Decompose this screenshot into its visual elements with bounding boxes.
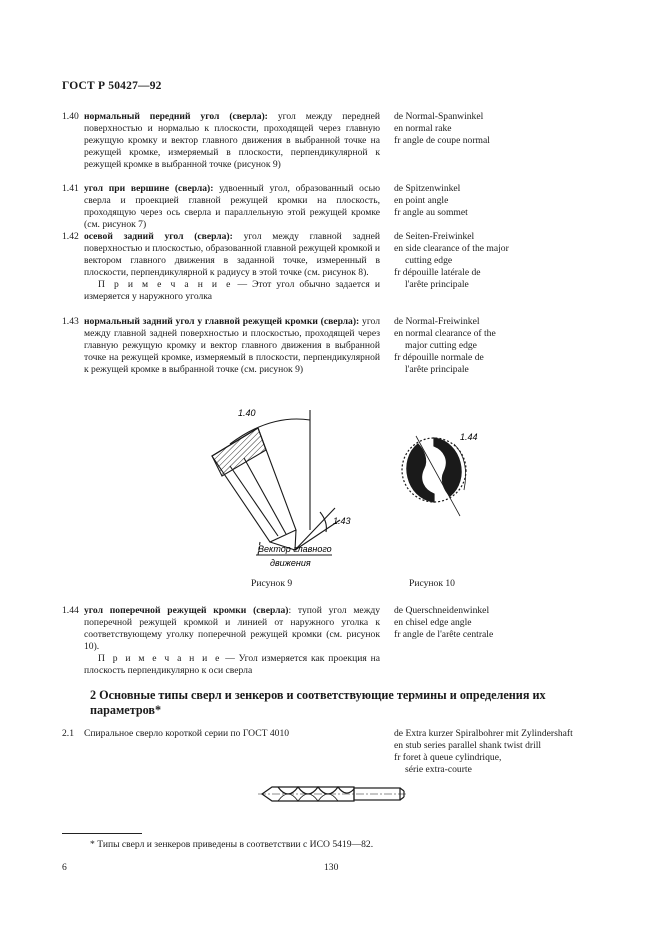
foreign-equivalents	[394, 728, 604, 776]
label-1-43: 1.43	[333, 516, 351, 526]
term-name: нормальный передний угол (сверла):	[84, 111, 268, 122]
term-definition: : тупой угол между поперечной режущей кромкой и линией от наружного уголка к соответствующему уголку поперечной режущей кромки (см. рисунок 10).	[84, 605, 380, 653]
equivalent-de: de Seiten-Freiwinkel	[394, 231, 475, 242]
cutting-lip-left	[407, 444, 434, 502]
entry-note	[84, 653, 380, 677]
equivalent-de: de Querschneidenwinkel	[394, 605, 490, 616]
document-header: ГОСТ Р 50427—92	[62, 80, 162, 92]
equivalent-en: en side clearance of the major	[394, 243, 509, 255]
cutting-lip-right	[434, 438, 461, 496]
label-1-44: 1.44	[460, 432, 478, 442]
equivalent-en: en point angle	[394, 195, 449, 207]
entry-definition	[84, 111, 380, 171]
entry-number: 2.1	[62, 728, 74, 739]
figure-9-drill-angles	[200, 400, 360, 578]
term-name: осевой задний угол (сверла):	[84, 231, 233, 242]
equivalent-en: en normal clearance of the	[394, 328, 496, 340]
page-number-center: 130	[324, 862, 339, 873]
equivalent-fr: fr foret à queue cylindrique,	[394, 752, 502, 764]
figure-10-caption: Рисунок 10	[409, 578, 455, 589]
entry-number: 1.41	[62, 183, 79, 194]
foreign-equivalents	[394, 111, 604, 147]
page-number-left: 6	[62, 862, 67, 873]
shank-chamfer	[400, 797, 404, 800]
term-name: нормальный задний угол у главной режущей кромки (сверла):	[84, 316, 360, 327]
equivalent-fr: fr angle au sommet	[394, 207, 468, 219]
figure-10-chisel-edge	[390, 420, 490, 520]
drill-flutes-back	[278, 794, 338, 801]
equivalent-fr: fr dépouille normale de	[394, 352, 484, 364]
note-text: — Этот угол обычно задается и измеряется у наружного уголка	[84, 279, 380, 303]
equivalent-de: de Spitzenwinkel	[394, 183, 461, 194]
label-1-40: 1.40	[238, 408, 256, 418]
equivalent-fr-cont: l'arête principale	[405, 364, 469, 376]
note-text: — Угол измеряется как проекция на плоскость перпендикулярно к оси сверла	[84, 653, 380, 677]
equivalent-de: de Normal-Spanwinkel	[394, 111, 484, 122]
foreign-equivalents	[394, 316, 604, 376]
entry-number: 1.42	[62, 231, 79, 242]
footnote-separator	[62, 833, 142, 834]
shank-chamfer	[400, 788, 404, 791]
term-name: угол при вершине (сверла):	[84, 183, 214, 194]
note-label: П р и м е ч а н и е	[98, 653, 222, 665]
term-definition: угол между главной задней поверхностью и плоскостью, образованной главной режущей кромкой и вектором главного движения в заданной точке, измеренный в плоскости, перпендикулярной к радиусу в этой точке (см. рисунок 8).	[84, 231, 381, 279]
equivalent-fr-cont: l'arête principale	[405, 279, 469, 291]
entry-number: 1.40	[62, 111, 79, 122]
drill-flutes	[278, 787, 354, 794]
entry-definition: Спиральное сверло короткой серии по ГОСТ 4010	[84, 728, 290, 739]
entry-number: 1.44	[62, 605, 79, 616]
entry-definition	[84, 231, 380, 304]
term-name: угол поперечной режущей кромки (сверла)	[84, 605, 289, 616]
label-vector-line-1: Вектор главного	[258, 544, 332, 554]
section-heading: 2 Основные типы сверл и зенкеров и соответствующие термины и определения их параметров*	[90, 688, 546, 717]
equivalent-fr: fr dépouille latérale de	[394, 267, 481, 279]
foreign-equivalents	[394, 231, 604, 291]
entry-note	[84, 279, 380, 303]
entry-definition	[84, 316, 380, 376]
term-definition: угол между главной задней поверхностью и плоскостью, проходящей через главную режущую кромку и вектор главного движения в выбранной точке на режущей кромке, измеряемый в плоскости, перпендикулярной к режущей кромке в выбранной точке (см. рисунок 9)	[84, 316, 380, 376]
equivalent-en: en chisel edge angle	[394, 617, 472, 629]
twist-drill-drawing	[258, 778, 410, 808]
note-label: П р и м е ч а н и е	[98, 279, 233, 291]
equivalent-de: de Extra kurzer Spiralbohrer mit Zylindershaft	[394, 728, 573, 739]
entry-definition	[84, 183, 380, 231]
entry-definition	[84, 605, 380, 678]
foreign-equivalents	[394, 183, 604, 219]
equivalent-en-cont: cutting edge	[405, 255, 453, 267]
foreign-equivalents	[394, 605, 604, 641]
equivalent-de: de Normal-Freiwinkel	[394, 316, 480, 327]
equivalent-fr: fr angle de l'arête centrale	[394, 629, 494, 641]
drill-hatched-face	[212, 428, 266, 476]
figure-9-caption: Рисунок 9	[251, 578, 293, 589]
equivalent-en: en normal rake	[394, 123, 452, 135]
equivalent-fr-cont: série extra-courte	[405, 764, 472, 776]
equivalent-en-cont: major cutting edge	[405, 340, 477, 352]
footnote: * Типы сверл и зенкеров приведены в соответствии с ИСО 5419—82.	[90, 839, 374, 850]
term-definition: удвоенный угол, образованный осью сверла и проекцией главной режущей кромки на плоскость, проходящую через ось сверла и параллельную этой режущей кромке (см. рисунок 7)	[84, 183, 380, 231]
equivalent-fr: fr angle de coupe normal	[394, 135, 490, 147]
entry-number: 1.43	[62, 316, 79, 327]
label-vector-line-2: движения	[270, 558, 311, 568]
equivalent-en: en stub series parallel shank twist drill	[394, 740, 542, 752]
term-definition: угол между передней поверхностью и нормалью к плоскости, проходящей через главную режущую кромку и вектор главного движения в выбранной точке на режущей кромке, измеряемый в плоскости, перпендикулярной к режущей кромке в выбранной точке (рисунок 9)	[84, 111, 381, 171]
